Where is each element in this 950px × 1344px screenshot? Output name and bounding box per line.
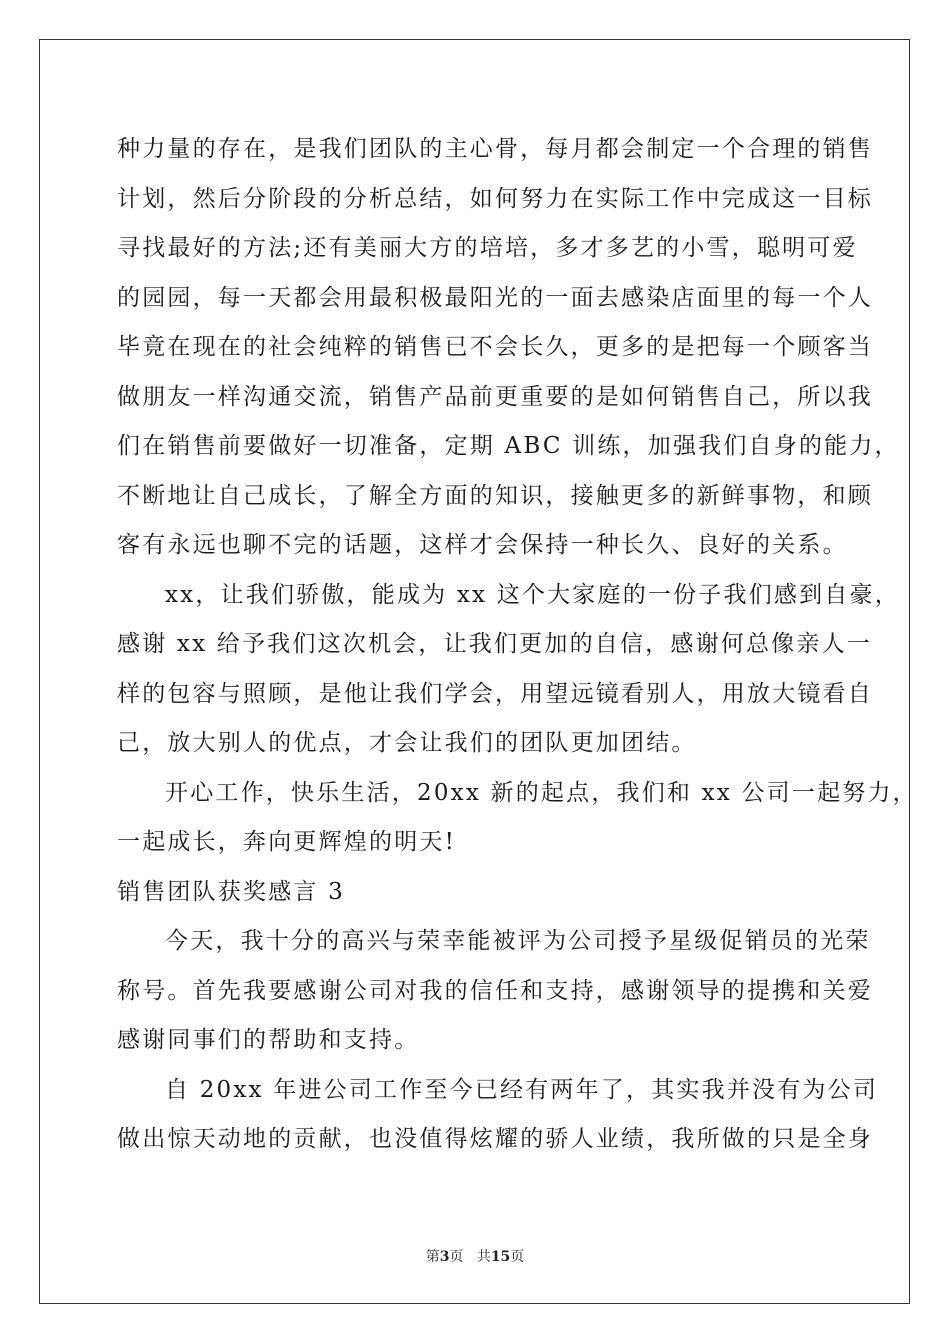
text-line: 称号。首先我要感谢公司对我的信任和支持，感谢领导的提携和关爱	[117, 977, 873, 1004]
document-body	[117, 125, 918, 1165]
total-suffix: 页	[510, 1249, 525, 1265]
text-line: 做朋友一样沟通交流，销售产品前更重要的是如何销售自己，所以我	[117, 383, 873, 410]
paragraph-start-line: 开心工作，快乐生活，20xx 新的起点，我们和 xx 公司一起努力，	[165, 779, 918, 806]
page-suffix: 页	[449, 1249, 464, 1265]
paragraph-start-line: 自 20xx 年进公司工作至今已经有两年了，其实我并没有为公司	[165, 1076, 879, 1103]
paragraph-start-line: 今天，我十分的高兴与荣幸能被评为公司授予星级促销员的光荣	[165, 928, 871, 954]
text-line: 己，放大别人的优点，才会让我们的团队更加团结。	[117, 730, 697, 756]
text-line: 感谢 xx 给予我们这次机会，让我们更加的自信，感谢何总像亲人一	[117, 631, 872, 657]
text-line: 做出惊天动地的贡献，也没值得炫耀的骄人业绩，我所做的只是全身	[117, 1126, 873, 1152]
page-prefix: 第	[425, 1249, 440, 1265]
text-line: 样的包容与照顾，是他让我们学会，用望远镜看别人，用放大镜看自	[117, 680, 873, 707]
text-line: 一起成长，奔向更辉煌的明天!	[117, 829, 457, 855]
section-heading: 销售团队获奖感言 3	[117, 878, 345, 905]
text-line: 感谢同事们的帮助和支持。	[117, 1027, 420, 1053]
page-number: 3	[439, 1249, 450, 1265]
text-line: 寻找最好的方法;还有美丽大方的培培，多才多艺的小雪，聪明可爱	[117, 235, 858, 261]
text-line: 的园园，每一天都会用最积极最阳光的一面去感染店面里的每一个人	[117, 284, 873, 311]
page-footer	[0, 1246, 950, 1266]
text-line: 不断地让自己成长，了解全方面的知识，接触更多的新鲜事物，和顾	[117, 482, 873, 509]
paragraph-start-line: xx，让我们骄傲，能成为 xx 这个大家庭的一份子我们感到自豪，	[165, 581, 900, 608]
total-prefix: 共	[476, 1249, 491, 1265]
text-line: 种力量的存在，是我们团队的主心骨，每月都会制定一个合理的销售	[117, 136, 873, 162]
total-pages: 15	[490, 1249, 511, 1265]
text-line: 毕竟在现在的社会纯粹的销售已不会长久，更多的是把每一个顾客当	[117, 334, 873, 360]
text-line: 客有永远也聊不完的话题，这样才会保持一种长久、良好的关系。	[117, 532, 848, 558]
text-line: 们在销售前要做好一切准备，定期 ABC 训练，加强我们自身的能力，	[117, 433, 900, 459]
text-line: 计划，然后分阶段的分析总结，如何努力在实际工作中完成这一目标	[117, 185, 873, 212]
